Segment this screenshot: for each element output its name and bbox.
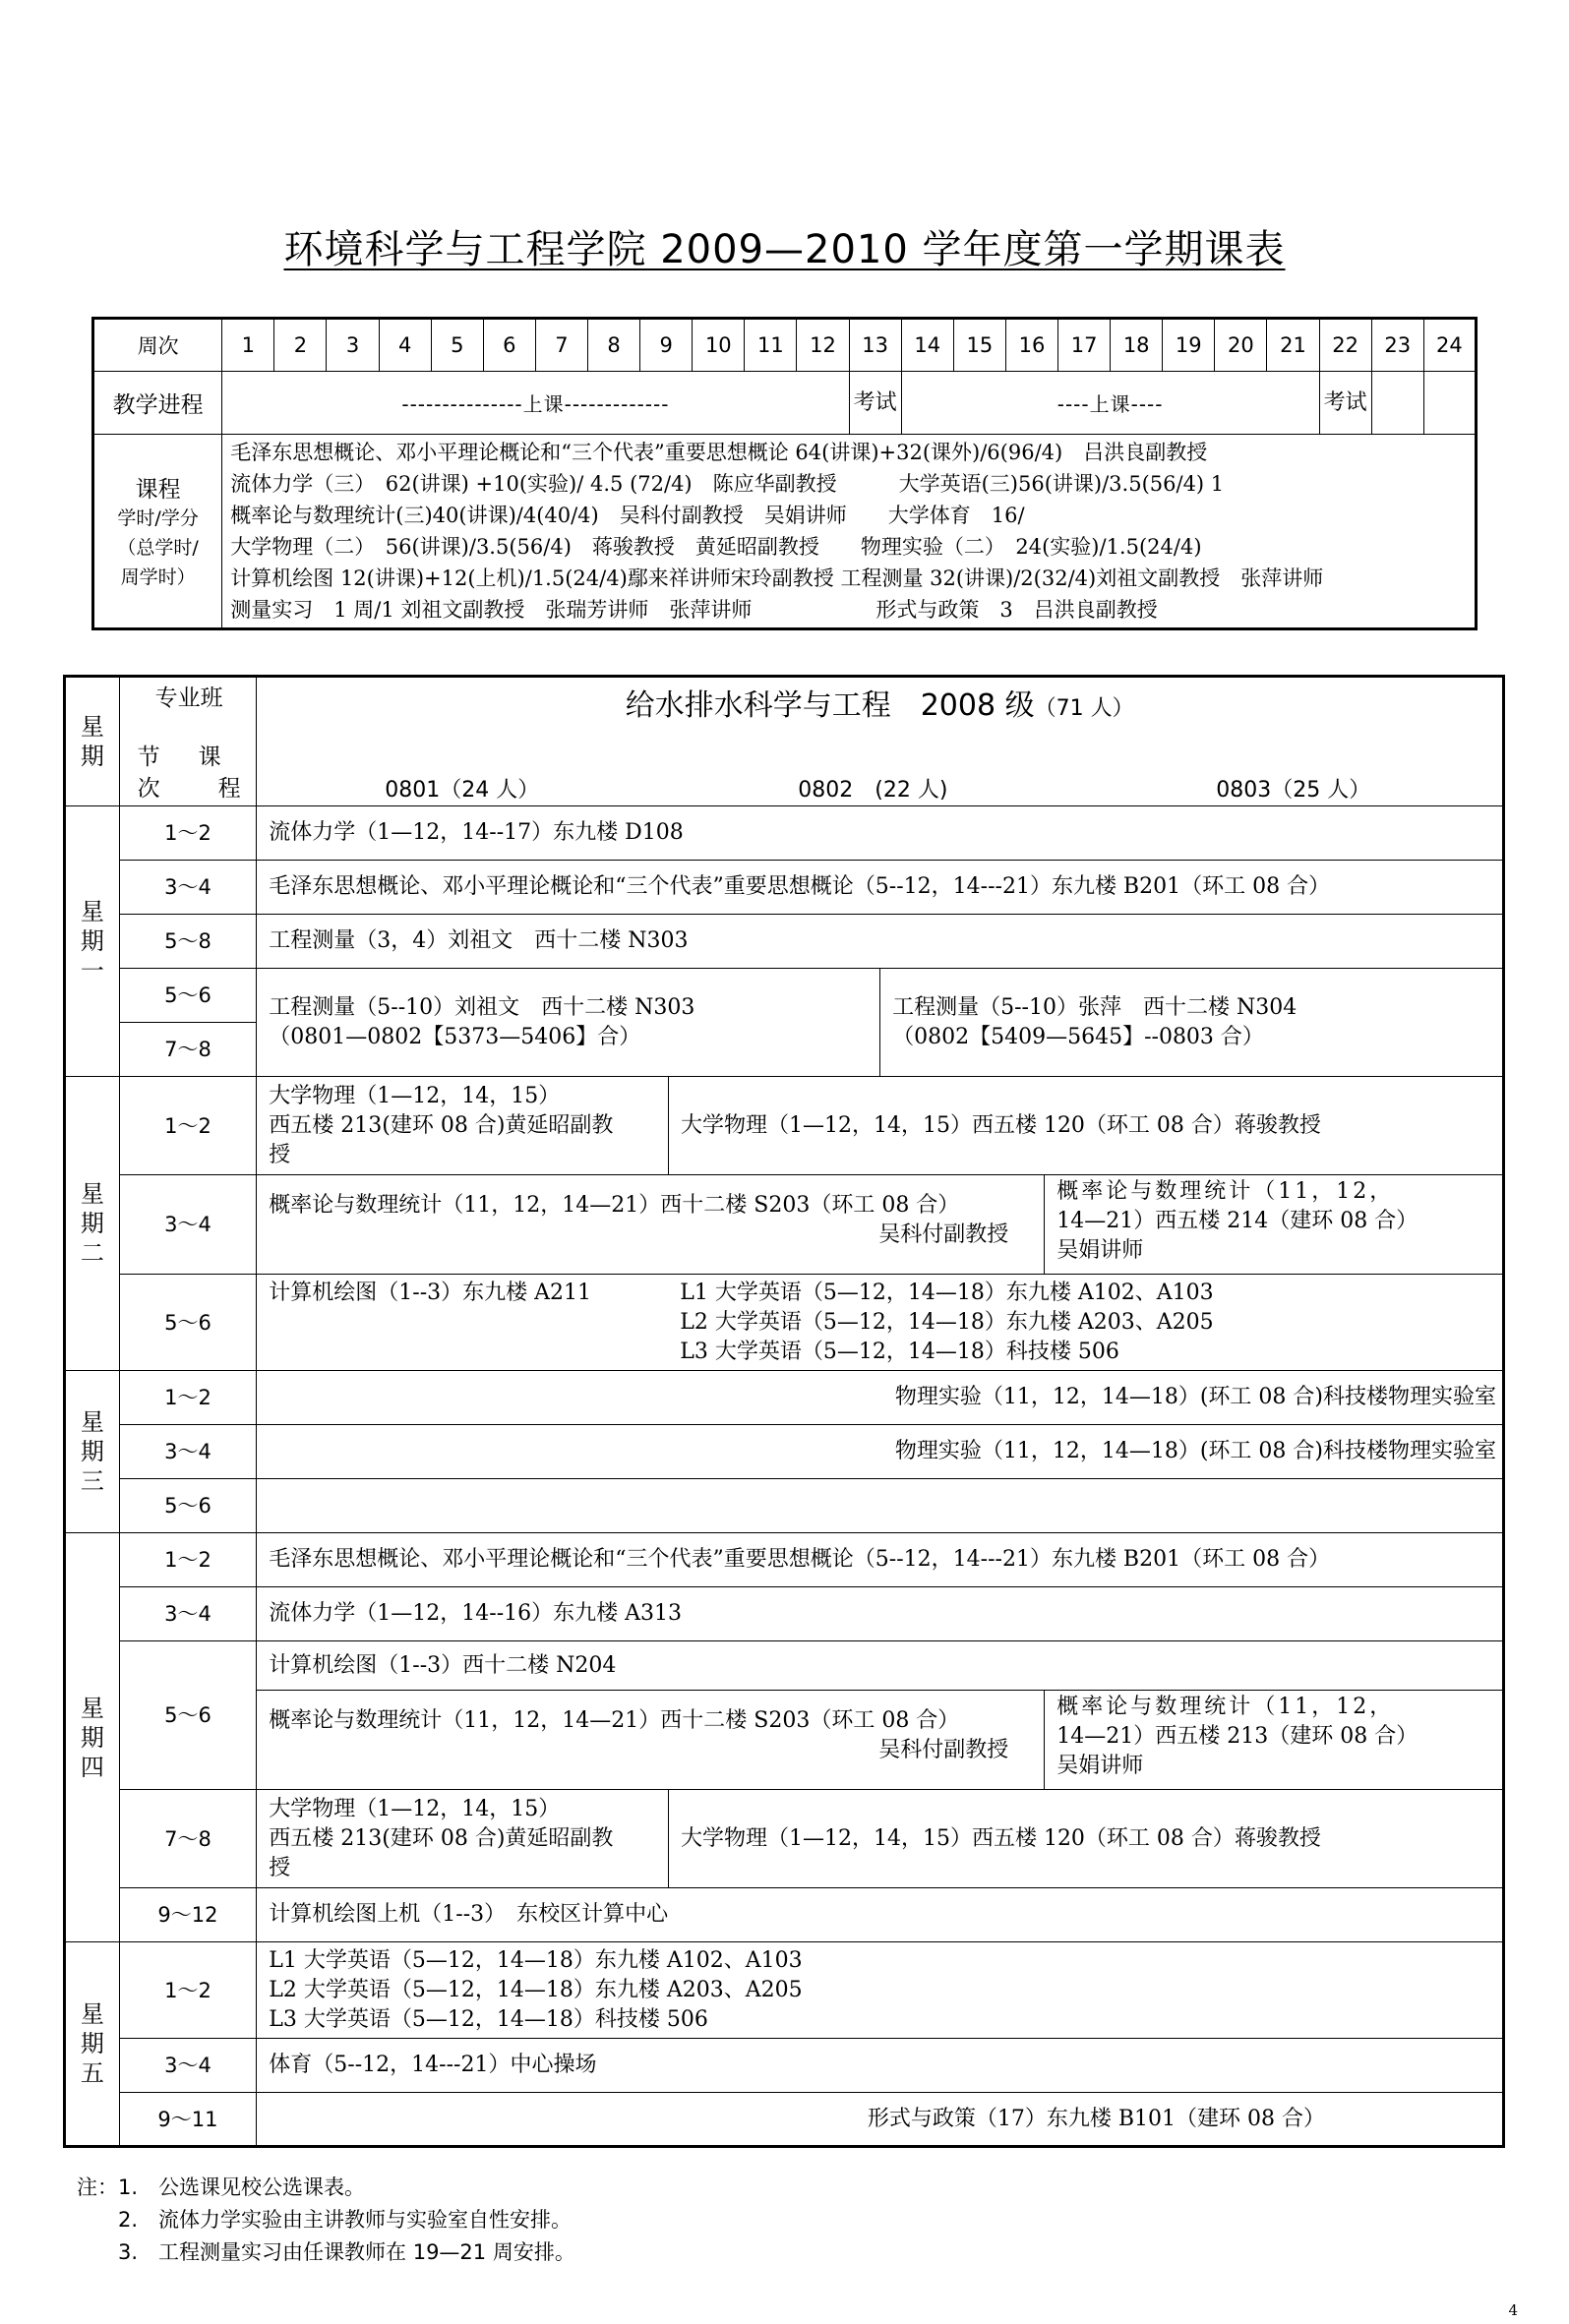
period-slot: 5～6 — [119, 1641, 257, 1790]
course-cell-a — [257, 1691, 1044, 1789]
corner-ci: 次 — [137, 776, 160, 802]
course-line: 14—21）西五楼 213（建环 08 合） — [1056, 1724, 1418, 1749]
corner-header — [119, 677, 257, 806]
course-line: L3 大学英语（5—12，14—18）科技楼 506 — [269, 2006, 708, 2032]
class-0801: 0801（24 人） — [385, 778, 540, 803]
course-cell — [257, 1077, 669, 1175]
course-line: 大学物理（1—12，14，15） — [269, 1083, 561, 1108]
period-slot: 5～6 — [119, 969, 257, 1023]
course-line: 14—21）西五楼 214（建环 08 合） — [1056, 1209, 1418, 1233]
course-line: 测量实习 1 周/1 刘祖文副教授 张瑞芳讲师 张萍讲师 形式与政策 3 吕洪良副教授 — [230, 598, 1158, 622]
period-slot: 1～2 — [119, 806, 257, 861]
major-count: （71 人） — [1034, 696, 1134, 721]
course-line: 概率论与数理统计（11，12， — [1056, 1179, 1395, 1204]
week-row — [93, 319, 1477, 372]
day-thursday: 星期四 — [65, 1533, 120, 1942]
week-cell: 22 — [1319, 319, 1371, 372]
period-slot: 7～8 — [119, 1023, 257, 1077]
course-label — [93, 435, 222, 629]
course-cell — [257, 1790, 669, 1888]
course-line: 西五楼 213(建环 08 合)黄延昭副教 — [269, 1825, 614, 1851]
thu-row-1 — [65, 1533, 1504, 1587]
page-number: 4 — [1508, 2301, 1518, 2319]
week-cell: 19 — [1163, 319, 1215, 372]
period-slot: 3～4 — [119, 2039, 257, 2093]
week-cell: 2 — [274, 319, 327, 372]
course-row — [93, 435, 1477, 629]
period-slot: 1～2 — [119, 1371, 257, 1425]
class-0803: 0803（25 人） — [1216, 778, 1371, 803]
course-cell — [257, 1942, 1504, 2039]
week-cell: 9 — [640, 319, 693, 372]
week-cell: 21 — [1267, 319, 1319, 372]
period-slot: 9～11 — [119, 2093, 257, 2147]
week-cell: 13 — [849, 319, 901, 372]
period-slot: 5～6 — [119, 1479, 257, 1533]
thu-row-5 — [65, 1790, 1504, 1888]
course-line: 西五楼 213(建环 08 合)黄延昭副教 — [269, 1112, 614, 1138]
empty-cell — [1371, 372, 1423, 435]
wed-row-1 — [65, 1371, 1504, 1425]
course-line: （0802【5409—5645】--0803 合） — [892, 1024, 1264, 1049]
course-cell-group-b — [880, 969, 1504, 1077]
period-slot: 3～4 — [119, 1175, 257, 1275]
week-cell: 4 — [379, 319, 431, 372]
thu-row-2 — [65, 1587, 1504, 1641]
mon-row-4 — [65, 969, 1504, 1023]
day-friday: 星期五 — [65, 1942, 120, 2147]
week-cell: 12 — [797, 319, 849, 372]
course-cell-a — [257, 1279, 680, 1367]
course-cell-group-a — [257, 969, 880, 1077]
period-slot: 1～2 — [119, 1942, 257, 2039]
week-cell: 23 — [1371, 319, 1423, 372]
tue-row-2 — [65, 1175, 1504, 1275]
note-3: 3. 工程测量实习由任课教师在 19—21 周安排。 — [77, 2240, 575, 2264]
week-cell: 15 — [953, 319, 1005, 372]
course-line: 工程测量（5--10）刘祖文 西十二楼 N303 — [269, 994, 695, 1020]
mon-row-2 — [65, 861, 1504, 915]
week-cell: 8 — [588, 319, 640, 372]
period-slot: 7～8 — [119, 1790, 257, 1888]
week-cell: 1 — [222, 319, 274, 372]
period-slot: 9～12 — [119, 1888, 257, 1942]
corner-major: 专业班 — [154, 685, 223, 711]
wed-row-2 — [65, 1425, 1504, 1479]
course-line: 流体力学（三） 62(讲课) +10(实验)/ 4.5 (72/4) 陈应华副教授 大学英语(三)56(讲课)/3.5(56/4) 1 — [230, 472, 1225, 496]
course-cell: 流体力学（1—12，14--16）东九楼 A313 — [257, 1587, 1504, 1641]
major-title: 给水排水科学与工程 2008 级 — [625, 688, 1035, 723]
course-cell: 流体力学（1—12，14--17）东九楼 D108 — [257, 806, 1504, 861]
course-list — [222, 435, 1477, 629]
exam-week-22: 考试 — [1319, 372, 1371, 435]
course-line: 计算机绘图（1--3）东九楼 A211 — [269, 1280, 592, 1305]
notes — [77, 2172, 575, 2269]
week-cell: 17 — [1058, 319, 1111, 372]
corner-cheng: 程 — [217, 776, 241, 802]
wed-row-3 — [65, 1479, 1504, 1533]
course-line: L1 大学英语（5—12，14—18）东九楼 A102、A103 — [680, 1280, 1214, 1305]
course-cell-b — [1044, 1691, 1502, 1789]
period-slot: 3～4 — [119, 1425, 257, 1479]
progress-row — [93, 372, 1477, 435]
star-label: 星期 — [65, 677, 120, 806]
course-cell-split — [257, 1275, 1504, 1371]
thu-row-6 — [65, 1888, 1504, 1942]
course-line: 概率论与数理统计（11，12， — [1056, 1695, 1395, 1719]
course-cell-b — [1044, 1175, 1502, 1274]
course-cell: 计算机绘图上机（1--3） 东校区计算中心 — [257, 1888, 1504, 1942]
day-wednesday: 星期三 — [65, 1371, 120, 1533]
page-title: 环境科学与工程学院 2009—2010 学年度第一学期课表 — [283, 227, 1286, 272]
course-line: （0801—0802【5373—5406】合） — [269, 1024, 641, 1049]
course-cell-b — [680, 1279, 1502, 1367]
week-cell: 3 — [327, 319, 379, 372]
fri-row-1 — [65, 1942, 1504, 2039]
course-cell: 计算机绘图（1--3）西十二楼 N204 — [257, 1641, 1504, 1691]
course-line: 吴科付副教授 — [878, 1738, 1009, 1762]
week-progress-table — [91, 317, 1478, 630]
course-line: 吴科付副教授 — [878, 1222, 1009, 1247]
course-cell: 体育（5--12，14---21）中心操场 — [257, 2039, 1504, 2093]
schedule-header — [65, 677, 1504, 806]
corner-jie: 节 — [137, 745, 160, 770]
week-cell: 5 — [431, 319, 483, 372]
empty-cell — [1423, 372, 1476, 435]
week-cell: 10 — [693, 319, 745, 372]
course-line: 授 — [269, 1855, 291, 1880]
note-1: 注：1. 公选课见校公选课表。 — [77, 2175, 366, 2199]
mon-row-3 — [65, 915, 1504, 969]
major-header — [257, 677, 1504, 806]
course-line: 吴娟讲师 — [1056, 1238, 1144, 1263]
week-cell: 18 — [1111, 319, 1163, 372]
week-cell: 16 — [1005, 319, 1057, 372]
thu-row-3 — [65, 1641, 1504, 1691]
day-monday: 星期一 — [65, 806, 120, 1077]
course-cell: 工程测量（3，4）刘祖文 西十二楼 N303 — [257, 915, 1504, 969]
course-line: 计算机绘图 12(讲课)+12(上机)/1.5(24/4)鄢来祥讲师宋玲副教授 工程测量 32(讲课)/2(32/4)刘祖文副教授 张萍讲师 — [230, 566, 1324, 590]
exam-week-13: 考试 — [849, 372, 901, 435]
course-line: 工程测量（5--10）张萍 西十二楼 N304 — [892, 994, 1297, 1020]
week-cell: 6 — [483, 319, 535, 372]
course-line: 吴娟讲师 — [1056, 1754, 1144, 1778]
course-cell: 物理实验（11，12，14—18）(环工 08 合)科技楼物理实验室 — [257, 1371, 1504, 1425]
course-cell: 大学物理（1—12，14，15）西五楼 120（环工 08 合）蒋骏教授 — [668, 1077, 1503, 1175]
course-cell: 毛泽东思想概论、邓小平理论概论和“三个代表”重要思想概论（5--12，14---21）东九楼 B201（环工 08 合） — [257, 1533, 1504, 1587]
course-sub-1: 学时/学分 — [117, 507, 199, 529]
course-cell-split — [257, 1175, 1504, 1275]
thu-row-4 — [65, 1691, 1504, 1790]
course-line: 大学物理（二） 56(讲课)/3.5(56/4) 蒋骏教授 黄延昭副教授 物理实验（二） 24(实验)/1.5(24/4) — [230, 535, 1202, 559]
course-line: L2 大学英语（5—12，14—18）东九楼 A203、A205 — [680, 1309, 1214, 1335]
course-cell-a — [257, 1175, 1044, 1274]
course-line: 概率论与数理统计(三)40(讲课)/4(40/4) 吴科付副教授 吴娟讲师 大学体育 16/ — [230, 504, 1025, 527]
week-cell: 24 — [1423, 319, 1476, 372]
week-cell: 20 — [1215, 319, 1267, 372]
course-line: L3 大学英语（5—12，14—18）科技楼 506 — [680, 1339, 1119, 1364]
corner-ke: 课 — [198, 745, 221, 770]
progress-label: 教学进程 — [93, 372, 222, 435]
week-cell: 11 — [745, 319, 797, 372]
period-slot: 5～6 — [119, 1275, 257, 1371]
course-sub-2: （总学时/ — [117, 536, 199, 559]
course-line: L1 大学英语（5—12，14—18）东九楼 A102、A103 — [269, 1947, 803, 1973]
course-cell: 毛泽东思想概论、邓小平理论概论和“三个代表”重要思想概论（5--12，14---21）东九楼 B201（环工 08 合） — [257, 861, 1504, 915]
week-cell: 7 — [535, 319, 587, 372]
period-slot: 3～4 — [119, 1587, 257, 1641]
schedule-table — [63, 675, 1505, 2148]
note-2: 2. 流体力学实验由主讲教师与实验室自性安排。 — [77, 2208, 573, 2232]
course-sub-3: 周学时） — [120, 566, 196, 588]
tue-row-1 — [65, 1077, 1504, 1175]
course-cell — [257, 1479, 1504, 1533]
course-line: 大学物理（1—12，14，15） — [269, 1796, 561, 1821]
course-line: 概率论与数理统计（11，12，14—21）西十二楼 S203（环工 08 合） — [269, 1708, 960, 1733]
course-line: L2 大学英语（5—12，14—18）东九楼 A203、A205 — [269, 1977, 803, 2002]
course-line: 授 — [269, 1142, 291, 1167]
tue-row-3 — [65, 1275, 1504, 1371]
day-tuesday: 星期二 — [65, 1077, 120, 1371]
progress-teaching-1: ---------------上课------------- — [222, 372, 849, 435]
course-line: 概率论与数理统计（11，12，14—21）西十二楼 S203（环工 08 合） — [269, 1193, 960, 1218]
course-cell: 物理实验（11，12，14—18）(环工 08 合)科技楼物理实验室 — [257, 1425, 1504, 1479]
course-cell-split — [257, 1691, 1504, 1790]
week-label: 周次 — [93, 319, 222, 372]
period-slot: 3～4 — [119, 861, 257, 915]
course-cell: 形式与政策（17）东九楼 B101（建环 08 合） — [257, 2093, 1504, 2147]
fri-row-3 — [65, 2093, 1504, 2147]
class-0802: 0802 (22 人) — [798, 778, 948, 803]
period-slot: 1～2 — [119, 1077, 257, 1175]
period-slot: 1～2 — [119, 1533, 257, 1587]
week-cell: 14 — [901, 319, 953, 372]
course-label-text: 课程 — [135, 476, 181, 503]
period-slot: 5～8 — [119, 915, 257, 969]
course-line: 毛泽东思想概论、邓小平理论概论和“三个代表”重要思想概论 64(讲课)+32(课外)/6(96/4) 吕洪良副教授 — [230, 441, 1208, 464]
course-cell: 大学物理（1—12，14，15）西五楼 120（环工 08 合）蒋骏教授 — [668, 1790, 1503, 1888]
mon-row-1 — [65, 806, 1504, 861]
progress-teaching-2: ----上课---- — [901, 372, 1319, 435]
fri-row-2 — [65, 2039, 1504, 2093]
